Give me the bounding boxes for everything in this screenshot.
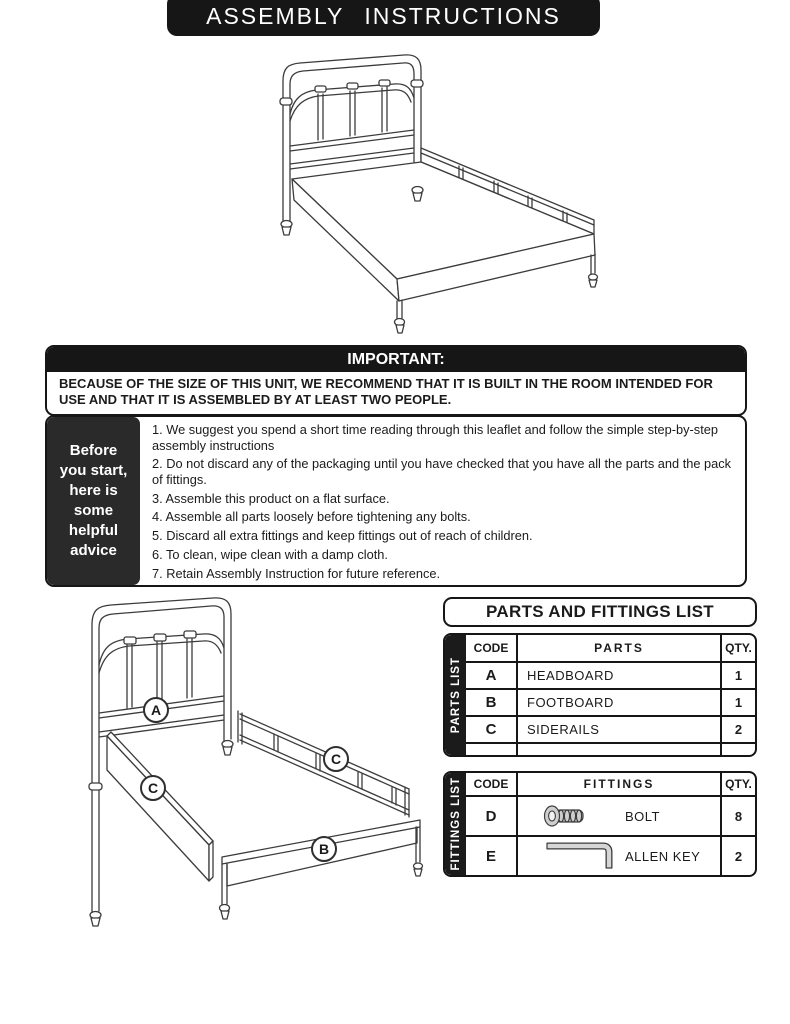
parts-header-parts: PARTS [518, 635, 722, 661]
advice-item: 2. Do not discard any of the packaging until you have checked that you have all the parts and the pack of fittings. [152, 456, 732, 487]
part-qty: 1 [734, 695, 743, 710]
fittings-header-row [466, 773, 755, 797]
table-row [466, 663, 755, 690]
fittings-header-qty: QTY. [725, 777, 752, 791]
part-name: SIDERAILS [518, 717, 722, 742]
advice-list [140, 417, 745, 585]
bolt-icon [527, 804, 625, 828]
parts-list-side-label [445, 635, 466, 755]
exploded-bed-diagram [45, 595, 445, 995]
advice-sidebar-line: some [73, 502, 114, 519]
important-heading: IMPORTANT: [47, 347, 745, 372]
page-title-text: ASSEMBLY INSTRUCTIONS [206, 3, 561, 29]
fitting-cell [518, 837, 722, 875]
part-name [518, 744, 722, 755]
exploded-bed-drawing [45, 595, 445, 995]
part-code [466, 744, 518, 755]
parts-header-qty: QTY. [725, 641, 752, 655]
parts-header-code: CODE [466, 635, 518, 661]
advice-sidebar-line: you start, [59, 462, 128, 479]
fitting-code: D [466, 797, 518, 835]
table-row [466, 797, 755, 837]
parts-header-row [466, 635, 755, 663]
table-row-empty [466, 744, 755, 755]
fitting-name: ALLEN KEY [625, 848, 701, 864]
fitting-qty: 2 [734, 848, 743, 864]
advice-item: 1. We suggest you spend a short time reading through this leaflet and follow the simple step-by-step assembly instructions [152, 422, 718, 453]
important-body-text: BECAUSE OF THE SIZE OF THIS UNIT, WE RECOMMEND THAT IT IS BUILT IN THE ROOM INTENDED FOR USE AND THAT IT IS ASSEMBLED BY AT LEAST TWO PEOPLE. [59, 376, 713, 407]
fittings-list-side-text: FITTINGS LIST [449, 777, 462, 871]
part-code: B [466, 690, 518, 715]
label-footboard-text: B [318, 841, 330, 857]
part-qty [722, 744, 755, 755]
part-qty: 2 [734, 722, 743, 737]
part-code: C [466, 717, 518, 742]
assembled-bed-drawing [258, 36, 622, 346]
parts-fittings-title: PARTS AND FITTINGS LIST [443, 597, 757, 627]
part-code: A [466, 663, 518, 688]
fitting-cell [518, 797, 722, 835]
advice-sidebar-line: here is [69, 482, 118, 499]
label-footboard [311, 836, 337, 862]
label-siderail-left [140, 775, 166, 801]
advice-sidebar-line: helpful [68, 522, 119, 539]
advice-item: 3. Assemble this product on a flat surface. [152, 490, 390, 506]
fittings-header-fittings: FITTINGS [518, 773, 722, 795]
part-qty: 1 [734, 668, 743, 683]
advice-item: 5. Discard all extra fittings and keep fittings out of reach of children. [152, 528, 533, 543]
fittings-list-table [443, 771, 757, 877]
fittings-header-code: CODE [466, 773, 518, 795]
label-headboard [143, 697, 169, 723]
label-siderail-right [323, 746, 349, 772]
table-row [466, 717, 755, 744]
part-name: HEADBOARD [518, 663, 722, 688]
part-name: FOOTBOARD [518, 690, 722, 715]
advice-section [45, 415, 747, 587]
label-siderail-right-text: C [330, 751, 342, 767]
advice-item: 6. To clean, wipe clean with a damp cloth. [152, 546, 388, 562]
table-row [466, 837, 755, 875]
page-title [167, 0, 600, 36]
advice-sidebar [47, 417, 140, 585]
fitting-code: E [466, 837, 518, 875]
table-row [466, 690, 755, 717]
important-notice [45, 345, 747, 416]
advice-sidebar-line: advice [70, 542, 117, 559]
fitting-qty: 8 [734, 808, 743, 824]
assembled-bed-diagram [258, 36, 622, 346]
advice-item: 4. Assemble all parts loosely before tightening any bolts. [152, 509, 471, 525]
advice-sidebar-line: Before [69, 442, 118, 459]
parts-list-side-text: PARTS LIST [449, 656, 462, 734]
advice-item: 7. Retain Assembly Instruction for future reference. [152, 565, 441, 581]
fittings-list-side-label [445, 773, 466, 875]
label-siderail-left-text: C [147, 780, 159, 796]
parts-list-table [443, 633, 757, 757]
allen-key-icon [527, 840, 625, 872]
label-headboard-text: A [150, 702, 162, 718]
fitting-name: BOLT [625, 808, 660, 824]
